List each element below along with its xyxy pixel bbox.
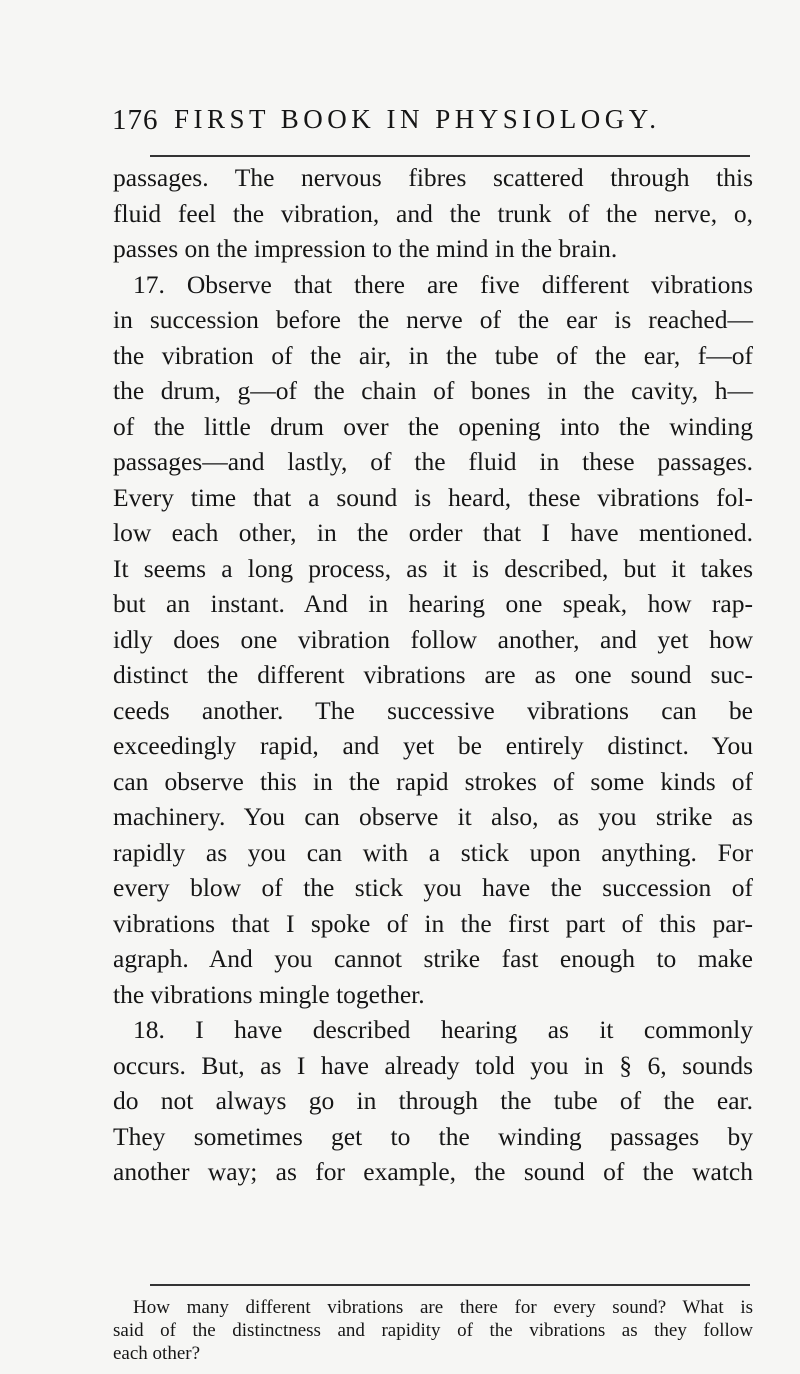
footnote-rule: [150, 1284, 750, 1286]
footnote-line: said of the distinctness and rapidity of the vibrations as they follow: [113, 1320, 753, 1341]
text-line: They sometimes get to the winding passages by: [113, 1121, 753, 1151]
text-line: agraph. And you cannot strike fast enough to make: [113, 944, 753, 973]
text-line: low each other, in the order that I have mentioned.: [113, 518, 753, 547]
text-line: passages—and lastly, of the fluid in these passages.: [113, 447, 753, 476]
text-line: 17. Observe that there are five different vibrations: [133, 269, 753, 299]
text-line: every blow of the stick you have the succession of: [113, 873, 753, 902]
text-line: occurs. But, as I have already told you in § 6, sounds: [113, 1050, 753, 1080]
text-line: of the little drum over the opening into the winding: [113, 411, 753, 441]
text-line: passages. The nervous fibres scattered through this: [113, 163, 753, 192]
text-line: rapidly as you can with a stick upon anything. For: [113, 837, 753, 867]
text-line: the vibration of the air, in the tube of the ear, f—of: [113, 340, 753, 370]
footnote-line: How many different vibrations are there for every sound? What is: [133, 1297, 753, 1318]
page-number: 176: [112, 104, 159, 136]
text-line: distinct the different vibrations are as one sound suc-: [113, 660, 753, 689]
page-header: [112, 104, 752, 144]
text-line: machinery. You can observe it also, as you strike as: [113, 802, 753, 831]
text-line: It seems a long process, as it is described, but it takes: [113, 553, 753, 583]
running-title: FIRST BOOK IN PHYSIOLOGY.: [174, 104, 661, 134]
text-line: another way; as for example, the sound of the watch: [113, 1157, 753, 1186]
text-line: in succession before the nerve of the ear is reached—: [113, 305, 753, 334]
text-line: exceedingly rapid, and yet be entirely distinct. You: [113, 731, 753, 760]
text-line: but an instant. And in hearing one speak, how rap-: [113, 589, 753, 618]
header-rule: [150, 155, 750, 157]
text-line: fluid feel the vibration, and the trunk of the nerve, o,: [113, 198, 753, 228]
text-line: Every time that a sound is heard, these vibrations fol-: [113, 482, 753, 512]
text-line: the vibrations mingle together.: [113, 979, 425, 1009]
text-line: ceeds another. The successive vibrations can be: [113, 695, 753, 725]
text-line: can observe this in the rapid strokes of some kinds of: [113, 766, 753, 796]
body-text: [113, 160, 753, 1190]
text-line: vibrations that I spoke of in the first part of this par-: [113, 908, 753, 938]
text-line: passes on the impression to the mind in the brain.: [113, 234, 618, 263]
footnote-questions: [113, 1296, 753, 1365]
text-line: 18. I have described hearing as it commonly: [133, 1015, 753, 1044]
text-line: the drum, g—of the chain of bones in the cavity, h—: [113, 376, 753, 405]
text-line: idly does one vibration follow another, and yet how: [113, 624, 753, 654]
footnote-line: each other?: [113, 1343, 201, 1364]
text-line: do not always go in through the tube of the ear.: [113, 1086, 753, 1115]
